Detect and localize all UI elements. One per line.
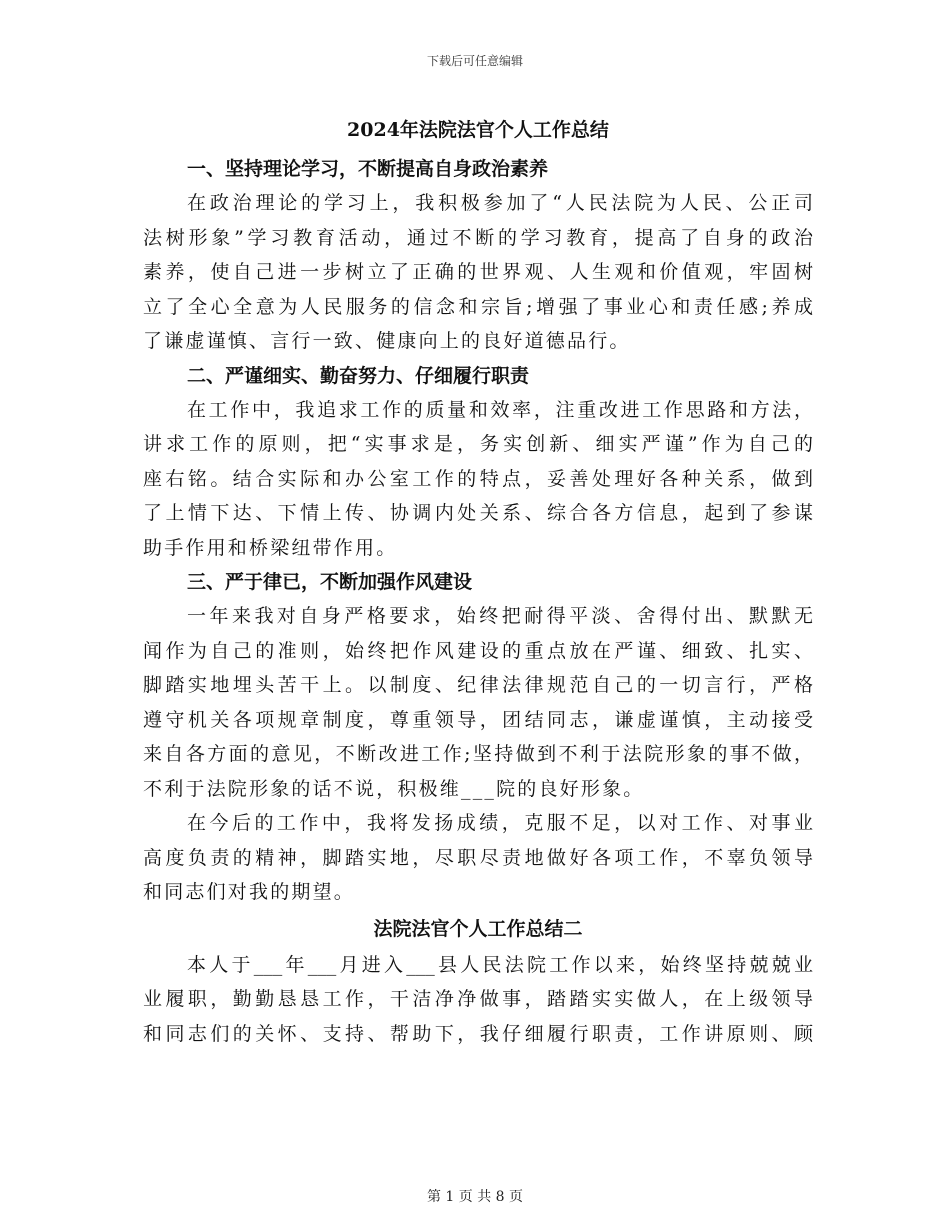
paragraph-line: 脚踏实地埋头苦干上。以制度、纪律法律规范自己的一切言行，严格 xyxy=(143,674,813,696)
section-3 xyxy=(143,565,813,806)
paragraph-line: 素养，使自己进一步树立了正确的世界观、人生观和价值观，牢固树 xyxy=(143,261,813,283)
paragraph-line: 业履职，勤勤恳恳工作，干洁净净做事，踏踏实实做人，在上级领导 xyxy=(143,988,813,1010)
document-title: 2024年法院法官个人工作总结 xyxy=(347,119,609,141)
section-heading: 三、严于律已，不断加强作风建设 xyxy=(187,571,473,593)
paragraph-line: 闻作为自己的准则，始终把作风建设的重点放在严谨、细致、扎实、 xyxy=(143,639,813,662)
section-heading: 一、坚持理论学习，不断提高自身政治素养 xyxy=(187,158,549,180)
paragraph-line: 了谦虚谨慎、言行一致、健康向上的良好道德品行。 xyxy=(143,330,631,352)
paragraph-line: 本人于___年___月进入___县人民法院工作以来，始终坚持兢兢业 xyxy=(187,953,813,976)
paragraph-line: 在工作中，我追求工作的质量和效率，注重改进工作思路和方法， xyxy=(187,398,813,421)
paragraph-line: 不利于法院形象的话不说，积极维___院的良好形象。 xyxy=(143,777,645,800)
paragraph-line: 法树形象”学习教育活动，通过不断的学习教育，提高了自身的政治 xyxy=(143,226,813,249)
paragraph-line: 高度负责的精神，脚踏实地，尽职尽责地做好各项工作，不辜负领导 xyxy=(143,846,813,869)
page-footer: 第 1 页 共 8 页 xyxy=(426,1189,524,1205)
paragraph-line: 立了全心全意为人民服务的信念和宗旨;增强了事业心和责任感;养成 xyxy=(143,295,813,318)
paragraph-line: 讲求工作的原则，把“实事求是，务实创新、细实严谨”作为自己的 xyxy=(143,433,813,455)
section-1 xyxy=(143,152,813,359)
paragraph-line: 来自各方面的意见，不断改进工作;坚持做到不利于法院形象的事不做， xyxy=(143,743,813,765)
second-document-title: 法院法官个人工作总结二 xyxy=(373,917,583,940)
paragraph-line: 和同志们对我的期望。 xyxy=(143,881,356,903)
paragraph-line: 座右铭。结合实际和办公室工作的特点，妥善处理好各种关系，做到 xyxy=(143,467,813,490)
paragraph-line: 了上情下达、下情上传、协调内处关系、综合各方信息，起到了参谋 xyxy=(143,502,813,524)
closing-paragraph xyxy=(143,806,813,910)
document-body xyxy=(143,112,813,1051)
section-2 xyxy=(143,359,813,566)
page-header: 下载后可任意编辑 xyxy=(426,54,523,68)
paragraph-line: 在政治理论的学习上，我积极参加了“人民法院为人民、公正司 xyxy=(187,192,813,214)
paragraph-line: 在今后的工作中，我将发扬成绩，克服不足，以对工作、对事业 xyxy=(187,812,813,834)
section-heading: 二、严谨细实、勤奋努力、仔细履行职责 xyxy=(187,364,530,387)
paragraph-line: 遵守机关各项规章制度，尊重领导，团结同志，谦虚谨慎，主动接受 xyxy=(143,708,813,731)
paragraph-line: 一年来我对自身严格要求，始终把耐得平淡、舍得付出、默默无 xyxy=(187,605,813,627)
second-body-paragraph xyxy=(143,948,813,1052)
paragraph-line: 助手作用和桥梁纽带作用。 xyxy=(143,536,398,559)
paragraph-line: 和同志们的关怀、支持、帮助下，我仔细履行职责，工作讲原则、顾 xyxy=(143,1022,813,1045)
